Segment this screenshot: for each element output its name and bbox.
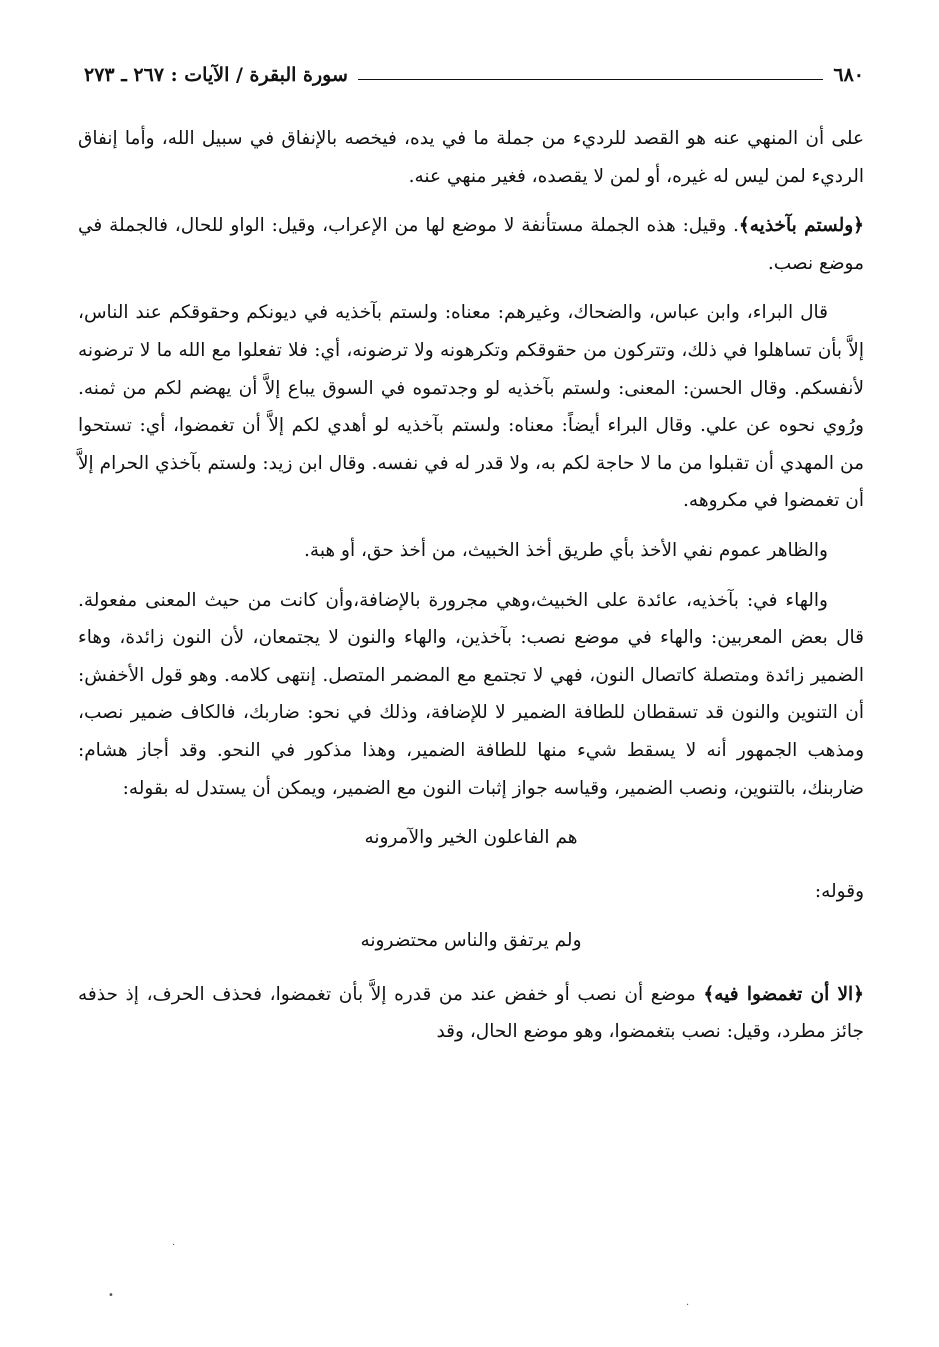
paragraph-4-text: والظاهر عموم نفي الأخذ بأي طريق أخذ الخبيث، من أخذ حق، أو هبة. (304, 539, 828, 561)
paragraph-2-text: . وقيل: هذه الجملة مستأنفة لا موضع لها من الإعراب، وقيل: الواو للحال، فالجملة في موضع نصب. (78, 215, 864, 274)
paragraph-5-text: والهاء في: بآخذيه، عائدة على الخبيث،وهي مجرورة بالإضافة،وأن كانت من حيث المعنى مفعولة. قال بعض المعربين: والهاء في موضع نصب: بآخذين، والهاء والنون لا يجتمعان، لأن النون زائدة، وهاء الضمير زائدة ومتصلة كاتصال النون، فهي لا تجتمع مع المضمر المتصل. إنتهى كلامه. وهو قول الأخفش: أن التنوين والنون قد تسقطان للطافة الضمير لا للإضافة، وذلك في نحو: ضاربك، فالكاف ضمير نصب، ومذهب الجمهور أنه لا يسقط شيء منها للطافة الضمير، وهذا مذكور في النحو. وقد أجاز هشام: ضاربنك، بالتنوين، ونصب الضمير، وقياسه جواز إثبات النون مع الضمير، ويمكن أن يستدل له بقوله: (78, 589, 864, 799)
scan-speck-icon: · (686, 1300, 690, 1311)
paragraph-2 (78, 207, 864, 282)
poetry-verse-2: ولم يرتفق والناس محتضرونه (360, 930, 582, 952)
page-number: ٦٨٠ (833, 64, 864, 86)
header-rule (358, 79, 824, 80)
running-title: سورة البقرة / الآيات : ٢٦٧ ـ ٢٧٣ (84, 64, 348, 86)
body-text (78, 120, 864, 1051)
paragraph-5 (78, 582, 864, 808)
quranic-quote-2: ﴿الا أن تغمضوا فيه﴾ (703, 983, 864, 1005)
paragraph-1 (78, 120, 864, 195)
and-his-saying: وقوله: (814, 880, 864, 902)
scan-speck-icon: · (172, 1240, 176, 1251)
final-paragraph (78, 976, 864, 1051)
final-paragraph-text: موضع أن نصب أو خفض عند من قدره إلاَّ بأن تغمضوا، فحذف الحرف، إذ حذفه جائز مطرد، وقيل: نصب بتغمضوا، وهو موضع الحال، وقد (78, 983, 864, 1043)
paragraph-4 (78, 532, 864, 570)
scan-speck-icon: • (108, 1290, 114, 1301)
running-header (84, 58, 864, 92)
paragraph-3 (78, 294, 864, 520)
quranic-quote: ﴿ولستم بآخذيه﴾ (738, 215, 864, 237)
poetry-verse-1: هم الفاعلون الخير والآمرونه (364, 827, 578, 849)
paragraph-1-text: على أن المنهي عنه هو القصد للرديء من جملة ما في يده، فيخصه بالإنفاق في سبيل الله، وأما إنفاق الرديء لمن ليس له غيره، أو لمن لا يقصده، فغير منهي عنه. (78, 128, 864, 187)
paragraph-3-text: قال البراء، وابن عباس، والضحاك، وغيرهم: معناه: ولستم بآخذيه في ديونكم وحقوقكم عند الناس، إلاَّ بأن تساهلوا في ذلك، وتتركون من حقوقكم وتكرهونه ولا ترضونه، أي: فلا تفعلوا مع الله ما لا ترضونه لأنفسكم. وقال الحسن: المعنى: ولستم بآخذيه لو وجدتموه في السوق يباع إلاَّ أن يهضم لكم من ثمنه. ورُوي نحوه عن علي. وقال البراء أيضاً: معناه: ولستم بآخذيه لو أهدي لكم إلاَّ أن تغمضوا، أي: تستحوا من المهدي أن تقبلوا من ما لا حاجة لكم به، ولا قدر له في نفسه. وقال ابن زيد: ولستم بآخذي الحرام إلاَّ أن تغمضوا في مكروهه. (78, 302, 864, 512)
